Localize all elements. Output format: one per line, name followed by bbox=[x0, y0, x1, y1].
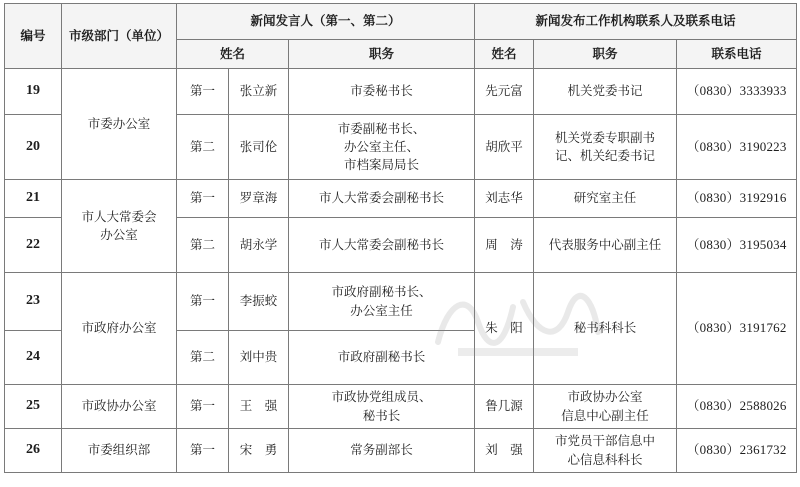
title-line: 市委副秘书长、 bbox=[337, 120, 426, 136]
spokesperson-name: 李振蛟 bbox=[229, 273, 289, 331]
contact-title bbox=[534, 429, 677, 473]
contact-phone: （0830）3192916 bbox=[677, 180, 797, 218]
contact-name: 刘志华 bbox=[475, 180, 534, 218]
row-number: 19 bbox=[5, 69, 62, 115]
spokesperson-name: 刘中贵 bbox=[229, 331, 289, 385]
header-contact-group: 新闻发布工作机构联系人及联系电话 bbox=[475, 4, 797, 40]
contact-name: 先元富 bbox=[475, 69, 534, 115]
table-row bbox=[5, 429, 797, 473]
header-contact-title: 职务 bbox=[534, 40, 677, 69]
title-line: 市政府副秘书长、 bbox=[331, 284, 432, 300]
header-spokesperson-title: 职务 bbox=[289, 40, 475, 69]
row-number: 20 bbox=[5, 115, 62, 180]
table-row bbox=[5, 69, 797, 115]
spokesperson-title: 市人大常委会副秘书长 bbox=[289, 218, 475, 273]
row-number: 21 bbox=[5, 180, 62, 218]
spokesperson-title: 市委秘书长 bbox=[289, 69, 475, 115]
title-line: 市党员干部信息中 bbox=[555, 433, 656, 449]
spokesperson-title: 常务副部长 bbox=[289, 429, 475, 473]
spokesperson-rank: 第二 bbox=[177, 331, 229, 385]
table-row bbox=[5, 180, 797, 218]
title-line: 机关党委专职副书 bbox=[555, 129, 656, 145]
header-spokesperson-group: 新闻发言人（第一、第二） bbox=[177, 4, 475, 40]
contact-title bbox=[534, 385, 677, 429]
row-number: 25 bbox=[5, 385, 62, 429]
spokesperson-table bbox=[4, 3, 797, 473]
title-line: 心信息科科长 bbox=[567, 451, 643, 467]
contact-title: 秘书科科长 bbox=[534, 273, 677, 385]
spokesperson-rank: 第二 bbox=[177, 218, 229, 273]
department-line: 市人大常委会 bbox=[81, 208, 157, 224]
spokesperson-name: 罗章海 bbox=[229, 180, 289, 218]
department-cell: 市委办公室 bbox=[62, 69, 177, 180]
table-row bbox=[5, 385, 797, 429]
department-cell: 市委组织部 bbox=[62, 429, 177, 473]
contact-name: 刘 强 bbox=[475, 429, 534, 473]
spokesperson-name: 王 强 bbox=[229, 385, 289, 429]
spokesperson-rank: 第一 bbox=[177, 429, 229, 473]
title-line: 记、机关纪委书记 bbox=[555, 148, 656, 163]
header-number: 编号 bbox=[5, 4, 62, 69]
title-line: 办公室主任 bbox=[350, 302, 413, 318]
row-number: 24 bbox=[5, 331, 62, 385]
contact-name: 胡欣平 bbox=[475, 115, 534, 180]
contact-phone: （0830）2361732 bbox=[677, 429, 797, 473]
contact-name: 朱 阳 bbox=[475, 273, 534, 385]
contact-phone: （0830）3191762 bbox=[677, 273, 797, 385]
contact-phone: （0830）2588026 bbox=[677, 385, 797, 429]
spokesperson-title bbox=[289, 385, 475, 429]
title-line: 信息中心副主任 bbox=[561, 407, 649, 423]
department-line: 办公室 bbox=[100, 227, 138, 242]
department-cell bbox=[62, 180, 177, 273]
contact-title bbox=[534, 115, 677, 180]
spokesperson-title: 市政府副秘书长 bbox=[289, 331, 475, 385]
row-number: 26 bbox=[5, 429, 62, 473]
contact-phone: （0830）3190223 bbox=[677, 115, 797, 180]
department-cell: 市政府办公室 bbox=[62, 273, 177, 385]
title-line: 市政协党组成员、 bbox=[331, 389, 432, 405]
contact-name: 周 涛 bbox=[475, 218, 534, 273]
spokesperson-title: 市人大常委会副秘书长 bbox=[289, 180, 475, 218]
spokesperson-rank: 第一 bbox=[177, 385, 229, 429]
title-line: 市政协办公室 bbox=[567, 389, 643, 405]
contact-name: 鲁几源 bbox=[475, 385, 534, 429]
spokesperson-name: 张司伦 bbox=[229, 115, 289, 180]
spokesperson-name: 张立新 bbox=[229, 69, 289, 115]
row-number: 22 bbox=[5, 218, 62, 273]
table-row bbox=[5, 273, 797, 331]
header-contact-phone: 联系电话 bbox=[677, 40, 797, 69]
title-line: 秘书长 bbox=[362, 407, 401, 423]
contact-phone: （0830）3333933 bbox=[677, 69, 797, 115]
spokesperson-name: 胡永学 bbox=[229, 218, 289, 273]
header-contact-name: 姓名 bbox=[475, 40, 534, 69]
spokesperson-rank: 第二 bbox=[177, 115, 229, 180]
contact-phone: （0830）3195034 bbox=[677, 218, 797, 273]
spokesperson-rank: 第一 bbox=[177, 69, 229, 115]
spokesperson-rank: 第一 bbox=[177, 273, 229, 331]
spokesperson-name: 宋 勇 bbox=[229, 429, 289, 473]
spokesperson-title bbox=[289, 273, 475, 331]
row-number: 23 bbox=[5, 273, 62, 331]
title-line: 办公室主任、 bbox=[344, 138, 420, 154]
department-cell: 市政协办公室 bbox=[62, 385, 177, 429]
spokesperson-title bbox=[289, 115, 475, 180]
contact-title: 研究室主任 bbox=[534, 180, 677, 218]
title-line: 市档案局局长 bbox=[344, 157, 420, 173]
header-department: 市级部门（单位） bbox=[62, 4, 177, 69]
contact-title: 机关党委书记 bbox=[534, 69, 677, 115]
header-spokesperson-name: 姓名 bbox=[177, 40, 289, 69]
contact-title: 代表服务中心副主任 bbox=[534, 218, 677, 273]
spokesperson-rank: 第一 bbox=[177, 180, 229, 218]
